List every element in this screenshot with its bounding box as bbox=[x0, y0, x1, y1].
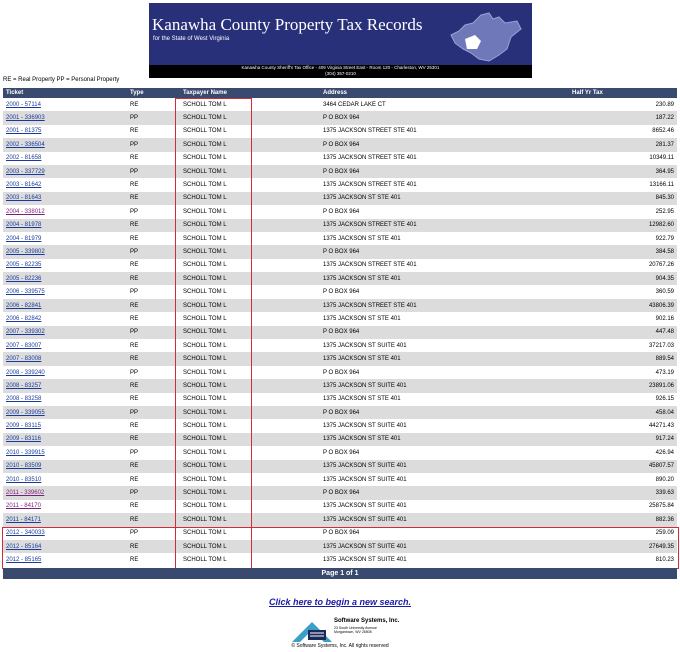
taxpayer-column-header[interactable]: Taxpayer Name bbox=[180, 88, 320, 98]
ticket-link[interactable]: 2001 - 336903 bbox=[6, 115, 45, 122]
address-cell: 1375 JACKSON ST STE 401 bbox=[320, 433, 572, 446]
tax-cell: 364.95 bbox=[572, 165, 677, 178]
table-row bbox=[3, 540, 677, 553]
taxpayer-cell: SCHOLL TOM L bbox=[180, 326, 320, 339]
tax-cell: 904.35 bbox=[572, 272, 677, 285]
tax-cell: 845.30 bbox=[572, 192, 677, 205]
ticket-cell bbox=[3, 540, 127, 553]
address-cell: P O BOX 964 bbox=[320, 111, 572, 124]
ticket-cell bbox=[3, 379, 127, 392]
type-cell: PP bbox=[127, 245, 180, 258]
tax-cell: 339.63 bbox=[572, 486, 677, 499]
ticket-link[interactable]: 2003 - 81642 bbox=[6, 182, 42, 189]
address-cell: 3464 CEDAR LAKE CT bbox=[323, 101, 386, 108]
ticket-link[interactable]: 2000 - 57114 bbox=[6, 101, 41, 108]
type-cell: RE bbox=[127, 192, 180, 205]
tax-cell: 259.09 bbox=[655, 530, 674, 537]
ticket-cell bbox=[3, 178, 127, 191]
address-cell: 1375 JACKSON STREET STE 401 bbox=[323, 262, 417, 269]
table-row bbox=[3, 352, 677, 365]
ticket-link[interactable]: 2005 - 82236 bbox=[6, 275, 42, 282]
address-cell: P O BOX 964 bbox=[320, 245, 572, 258]
address-cell: P O BOX 964 bbox=[323, 208, 360, 215]
table-row bbox=[3, 299, 677, 312]
ticket-cell bbox=[3, 473, 127, 486]
ticket-link[interactable]: 2012 - 85164 bbox=[6, 543, 42, 550]
table-row bbox=[3, 98, 677, 111]
taxpayer-cell: SCHOLL TOM L bbox=[183, 423, 227, 430]
address-cell: P O BOX 964 bbox=[320, 326, 572, 339]
ticket-cell bbox=[3, 165, 127, 178]
taxpayer-cell: SCHOLL TOM L bbox=[183, 342, 227, 349]
taxpayer-cell: SCHOLL TOM L bbox=[183, 208, 227, 215]
ticket-cell bbox=[3, 406, 127, 419]
table-row bbox=[3, 111, 677, 124]
site-subtitle: for the State of West Virginia bbox=[153, 36, 230, 42]
type-column-header[interactable]: Type bbox=[127, 88, 180, 98]
tax-cell: 8652.46 bbox=[652, 128, 674, 135]
taxpayer-cell: SCHOLL TOM L bbox=[183, 556, 227, 563]
address-cell: 1375 JACKSON ST SUITE 401 bbox=[323, 556, 407, 563]
office-contact-strip bbox=[149, 65, 532, 78]
type-cell: RE bbox=[127, 460, 180, 473]
address-cell: 1375 JACKSON ST STE 401 bbox=[320, 352, 572, 365]
address-cell: 1375 JACKSON ST SUITE 401 bbox=[323, 342, 407, 349]
tax-cell: 12982.60 bbox=[572, 219, 677, 232]
address-cell: P O BOX 964 bbox=[323, 369, 360, 376]
ticket-cell bbox=[3, 446, 127, 459]
ticket-cell bbox=[3, 192, 127, 205]
tax-cell: 384.58 bbox=[572, 245, 677, 258]
tax-cell: 447.48 bbox=[572, 326, 677, 339]
address-cell: 1375 JACKSON ST SUITE 401 bbox=[323, 423, 407, 430]
type-cell: RE bbox=[130, 556, 139, 563]
tax-cell: 281.37 bbox=[572, 138, 677, 151]
address-cell: P O BOX 964 bbox=[323, 289, 360, 296]
table-row bbox=[3, 165, 677, 178]
ticket-cell bbox=[3, 419, 127, 432]
address-cell: 1375 JACKSON STREET STE 401 bbox=[323, 128, 417, 135]
ticket-link[interactable]: 2007 - 339302 bbox=[6, 329, 45, 336]
ticket-link[interactable]: 2010 - 339915 bbox=[6, 449, 45, 456]
ticket-link[interactable]: 2011 - 339602 bbox=[6, 490, 45, 497]
ticket-cell bbox=[3, 219, 127, 232]
ticket-cell bbox=[3, 259, 127, 272]
tax-cell: 922.79 bbox=[655, 235, 674, 242]
address-cell: 1375 JACKSON ST SUITE 401 bbox=[320, 379, 572, 392]
type-cell: RE bbox=[130, 503, 139, 510]
company-address: 23 South University Avenue Morgantown, WV 26508 bbox=[334, 626, 377, 634]
ticket-cell bbox=[3, 553, 127, 566]
tax-column-header[interactable]: Half Yr Tax bbox=[572, 88, 677, 98]
ticket-cell bbox=[3, 433, 127, 446]
table-row bbox=[3, 205, 677, 218]
type-cell: RE bbox=[127, 299, 180, 312]
tax-cell: 13166.11 bbox=[649, 182, 674, 189]
ticket-cell bbox=[3, 98, 127, 111]
type-cell: PP bbox=[127, 406, 180, 419]
tax-cell: 426.94 bbox=[655, 449, 674, 456]
address-cell: P O BOX 964 bbox=[323, 449, 360, 456]
new-search-link[interactable]: Click here to begin a new search. bbox=[268, 597, 412, 607]
tax-cell: 230.89 bbox=[655, 101, 674, 108]
tax-cell: 810.23 bbox=[655, 556, 674, 563]
table-row bbox=[3, 339, 677, 352]
taxpayer-cell: SCHOLL TOM L bbox=[180, 433, 320, 446]
office-phone: (304) 357-0210 bbox=[325, 71, 356, 76]
ticket-cell bbox=[3, 232, 127, 245]
ticket-cell bbox=[3, 152, 127, 165]
taxpayer-cell: SCHOLL TOM L bbox=[183, 396, 227, 403]
type-cell: RE bbox=[127, 540, 180, 553]
tax-cell: 20767.26 bbox=[648, 262, 674, 269]
site-title: Kanawha County Property Tax Records bbox=[152, 15, 423, 34]
type-cell: RE bbox=[130, 235, 139, 242]
table-row bbox=[3, 406, 677, 419]
ticket-link[interactable]: 2009 - 83115 bbox=[6, 423, 41, 430]
ticket-cell bbox=[3, 312, 127, 325]
address-cell: 1375 JACKSON ST SUITE 401 bbox=[323, 476, 407, 483]
table-row bbox=[3, 219, 677, 232]
ticket-cell bbox=[3, 245, 127, 258]
table-row bbox=[3, 312, 677, 325]
type-cell: PP bbox=[127, 165, 180, 178]
address-column-header[interactable]: Address bbox=[320, 88, 572, 98]
address-cell: 1375 JACKSON STREET STE 401 bbox=[320, 299, 572, 312]
address-cell: P O BOX 964 bbox=[323, 530, 360, 537]
type-cell: PP bbox=[130, 289, 139, 296]
ticket-cell bbox=[3, 393, 127, 406]
tax-cell: 27649.35 bbox=[572, 540, 677, 553]
table-row bbox=[3, 285, 677, 298]
taxpayer-cell: SCHOLL TOM L bbox=[180, 138, 320, 151]
address-cell: 1375 JACKSON ST STE 401 bbox=[323, 315, 401, 322]
tax-cell: 25875.84 bbox=[648, 503, 674, 510]
taxpayer-cell: SCHOLL TOM L bbox=[183, 128, 227, 135]
taxpayer-cell: SCHOLL TOM L bbox=[183, 182, 227, 189]
type-cell: RE bbox=[127, 352, 180, 365]
address-cell: 1375 JACKSON ST SUITE 401 bbox=[320, 460, 572, 473]
ticket-cell bbox=[3, 299, 127, 312]
tax-records-table bbox=[3, 88, 677, 567]
table-row bbox=[3, 272, 677, 285]
table-row bbox=[3, 232, 677, 245]
address-cell: P O BOX 964 bbox=[320, 406, 572, 419]
address-cell: 1375 JACKSON STREET STE 401 bbox=[323, 155, 417, 162]
tax-cell: 458.04 bbox=[572, 406, 677, 419]
ticket-cell bbox=[3, 513, 127, 526]
taxpayer-cell: SCHOLL TOM L bbox=[183, 530, 227, 537]
tax-cell: 882.36 bbox=[572, 513, 677, 526]
ticket-cell bbox=[3, 125, 127, 138]
taxpayer-cell: SCHOLL TOM L bbox=[180, 513, 320, 526]
ticket-link[interactable]: 2003 - 81643 bbox=[6, 195, 42, 202]
type-cell: PP bbox=[130, 369, 139, 376]
taxpayer-cell: SCHOLL TOM L bbox=[183, 262, 227, 269]
company-name: Software Systems, Inc. bbox=[334, 618, 400, 624]
type-cell: RE bbox=[127, 433, 180, 446]
ticket-link[interactable]: 2006 - 82842 bbox=[6, 315, 42, 322]
copyright-notice: © Software Systems, Inc. All rights reserved bbox=[291, 643, 389, 649]
ticket-link[interactable]: 2003 - 337729 bbox=[6, 168, 45, 175]
ticket-cell bbox=[3, 339, 127, 352]
taxpayer-cell: SCHOLL TOM L bbox=[180, 219, 320, 232]
ticket-link[interactable]: 2004 - 81979 bbox=[6, 235, 42, 242]
taxpayer-cell: SCHOLL TOM L bbox=[180, 352, 320, 365]
table-row bbox=[3, 473, 677, 486]
taxpayer-cell: SCHOLL TOM L bbox=[180, 111, 320, 124]
type-cell: PP bbox=[127, 486, 180, 499]
address-cell: 1375 JACKSON ST SUITE 401 bbox=[323, 503, 407, 510]
taxpayer-cell: SCHOLL TOM L bbox=[180, 406, 320, 419]
tax-cell: 187.22 bbox=[572, 111, 677, 124]
taxpayer-cell: SCHOLL TOM L bbox=[183, 101, 227, 108]
ticket-cell bbox=[3, 326, 127, 339]
address-cell: 1375 JACKSON ST STE 401 bbox=[320, 272, 572, 285]
ticket-link[interactable]: 2011 - 84171 bbox=[6, 516, 41, 523]
address-cell: 1375 JACKSON ST STE 401 bbox=[323, 235, 401, 242]
west-virginia-map-icon bbox=[441, 9, 527, 65]
ticket-link[interactable]: 2006 - 82841 bbox=[6, 302, 42, 309]
ticket-link[interactable]: 2007 - 83008 bbox=[6, 356, 42, 363]
taxpayer-cell: SCHOLL TOM L bbox=[183, 449, 227, 456]
software-systems-logo[interactable] bbox=[290, 616, 400, 644]
ticket-cell bbox=[3, 460, 127, 473]
ticket-link[interactable]: 2008 - 83258 bbox=[6, 396, 42, 403]
tax-cell: 23891.06 bbox=[572, 379, 677, 392]
ticket-cell bbox=[3, 272, 127, 285]
office-address: Kanawha County Sheriff's Tax Office - 409 Virginia Street East - Room 120 - Charleston, WV 25301 bbox=[241, 65, 440, 70]
tax-cell: 252.95 bbox=[655, 208, 674, 215]
tax-cell: 890.20 bbox=[655, 476, 674, 483]
tax-cell: 902.16 bbox=[655, 315, 674, 322]
ticket-link[interactable]: 2007 - 83007 bbox=[6, 342, 42, 349]
table-row bbox=[3, 178, 677, 191]
table-header-row bbox=[3, 88, 677, 98]
table-row bbox=[3, 433, 677, 446]
type-cell: PP bbox=[130, 208, 139, 215]
ticket-link[interactable]: 2005 - 339802 bbox=[6, 248, 45, 255]
table-row bbox=[3, 366, 677, 379]
type-cell: RE bbox=[130, 128, 139, 135]
address-cell: 1375 JACKSON STREET STE 401 bbox=[323, 182, 417, 189]
table-row bbox=[3, 152, 677, 165]
taxpayer-cell: SCHOLL TOM L bbox=[183, 476, 227, 483]
ticket-cell bbox=[3, 285, 127, 298]
ticket-link[interactable]: 2012 - 85165 bbox=[6, 556, 42, 563]
table-row bbox=[3, 379, 677, 392]
type-cell: PP bbox=[127, 111, 180, 124]
property-type-legend: RE = Real Property PP = Personal Property bbox=[3, 77, 120, 83]
type-cell: PP bbox=[127, 138, 180, 151]
ticket-link[interactable]: 2012 - 340033 bbox=[6, 530, 45, 537]
ticket-link[interactable]: 2010 - 83510 bbox=[6, 476, 42, 483]
tax-cell: 43806.39 bbox=[572, 299, 677, 312]
taxpayer-cell: SCHOLL TOM L bbox=[183, 369, 227, 376]
ticket-column-header[interactable]: Ticket bbox=[3, 88, 127, 98]
tax-cell: 45807.57 bbox=[572, 460, 677, 473]
ticket-link[interactable]: 2010 - 83509 bbox=[6, 463, 42, 470]
type-cell: PP bbox=[127, 326, 180, 339]
table-row bbox=[3, 500, 677, 513]
table-row bbox=[3, 460, 677, 473]
ticket-link[interactable]: 2006 - 339575 bbox=[6, 289, 45, 296]
type-cell: PP bbox=[130, 530, 139, 537]
ticket-link[interactable]: 2001 - 81375 bbox=[6, 128, 42, 135]
address-cell: P O BOX 964 bbox=[320, 486, 572, 499]
ticket-link[interactable]: 2004 - 338012 bbox=[6, 208, 45, 215]
table-row bbox=[3, 513, 677, 526]
pagination-bar: Page 1 of 1 bbox=[3, 568, 677, 579]
taxpayer-cell: SCHOLL TOM L bbox=[183, 155, 227, 162]
taxpayer-cell: SCHOLL TOM L bbox=[180, 540, 320, 553]
table-row bbox=[3, 245, 677, 258]
taxpayer-cell: SCHOLL TOM L bbox=[180, 379, 320, 392]
taxpayer-cell: SCHOLL TOM L bbox=[180, 192, 320, 205]
table-row bbox=[3, 326, 677, 339]
table-row bbox=[3, 125, 677, 138]
type-cell: RE bbox=[130, 315, 139, 322]
type-cell: RE bbox=[130, 423, 139, 430]
type-cell: RE bbox=[130, 155, 139, 162]
table-row bbox=[3, 527, 677, 540]
tax-cell: 926.15 bbox=[655, 396, 674, 403]
tax-cell: 44271.43 bbox=[648, 423, 674, 430]
table-row bbox=[3, 419, 677, 432]
ticket-cell bbox=[3, 486, 127, 499]
taxpayer-cell: SCHOLL TOM L bbox=[180, 486, 320, 499]
ticket-cell bbox=[3, 527, 127, 540]
ticket-cell bbox=[3, 352, 127, 365]
taxpayer-cell: SCHOLL TOM L bbox=[183, 503, 227, 510]
tax-cell: 889.54 bbox=[572, 352, 677, 365]
type-cell: RE bbox=[130, 476, 139, 483]
type-cell: RE bbox=[127, 513, 180, 526]
table-row bbox=[3, 486, 677, 499]
address-cell: 1375 JACKSON ST STE 401 bbox=[323, 396, 401, 403]
table-row bbox=[3, 138, 677, 151]
tax-cell: 37217.03 bbox=[648, 342, 674, 349]
tax-cell: 473.19 bbox=[655, 369, 674, 376]
ticket-cell bbox=[3, 205, 127, 218]
table-row bbox=[3, 553, 677, 566]
taxpayer-cell: SCHOLL TOM L bbox=[180, 245, 320, 258]
table-row bbox=[3, 393, 677, 406]
taxpayer-cell: SCHOLL TOM L bbox=[180, 165, 320, 178]
type-cell: RE bbox=[130, 101, 139, 108]
tax-cell: 360.59 bbox=[655, 289, 674, 296]
taxpayer-cell: SCHOLL TOM L bbox=[180, 272, 320, 285]
ticket-link[interactable]: 2008 - 83257 bbox=[6, 382, 42, 389]
tax-cell: 10349.11 bbox=[649, 155, 674, 162]
address-cell: 1375 JACKSON STREET STE 401 bbox=[320, 219, 572, 232]
ticket-link[interactable]: 2008 - 339240 bbox=[6, 369, 45, 376]
tax-cell: 917.24 bbox=[572, 433, 677, 446]
taxpayer-cell: SCHOLL TOM L bbox=[183, 235, 227, 242]
ticket-link[interactable]: 2002 - 81658 bbox=[6, 155, 42, 162]
table-row bbox=[3, 446, 677, 459]
type-cell: RE bbox=[130, 262, 139, 269]
taxpayer-cell: SCHOLL TOM L bbox=[180, 299, 320, 312]
ticket-link[interactable]: 2002 - 336504 bbox=[6, 141, 45, 148]
type-cell: RE bbox=[130, 396, 139, 403]
type-cell: RE bbox=[130, 182, 139, 189]
table-row bbox=[3, 259, 677, 272]
ticket-link[interactable]: 2005 - 82235 bbox=[6, 262, 42, 269]
type-cell: PP bbox=[130, 449, 139, 456]
taxpayer-cell: SCHOLL TOM L bbox=[180, 460, 320, 473]
ticket-cell bbox=[3, 111, 127, 124]
ticket-cell bbox=[3, 366, 127, 379]
ticket-cell bbox=[3, 500, 127, 513]
type-cell: RE bbox=[127, 379, 180, 392]
ticket-link[interactable]: 2009 - 339055 bbox=[6, 409, 45, 416]
ticket-link[interactable]: 2004 - 81978 bbox=[6, 222, 42, 229]
header-banner bbox=[149, 3, 532, 78]
address-cell: 1375 JACKSON ST STE 401 bbox=[320, 192, 572, 205]
table-row bbox=[3, 192, 677, 205]
taxpayer-cell: SCHOLL TOM L bbox=[183, 289, 227, 296]
type-cell: RE bbox=[127, 272, 180, 285]
taxpayer-cell: SCHOLL TOM L bbox=[183, 315, 227, 322]
type-cell: RE bbox=[127, 219, 180, 232]
ticket-cell bbox=[3, 138, 127, 151]
address-cell: P O BOX 964 bbox=[320, 165, 572, 178]
ticket-link[interactable]: 2009 - 83116 bbox=[6, 436, 41, 443]
table-body bbox=[3, 98, 677, 567]
ticket-link[interactable]: 2011 - 84170 bbox=[6, 503, 41, 510]
address-cell: 1375 JACKSON ST SUITE 401 bbox=[320, 540, 572, 553]
address-cell: P O BOX 964 bbox=[320, 138, 572, 151]
type-cell: RE bbox=[130, 342, 139, 349]
address-cell: 1375 JACKSON ST SUITE 401 bbox=[320, 513, 572, 526]
